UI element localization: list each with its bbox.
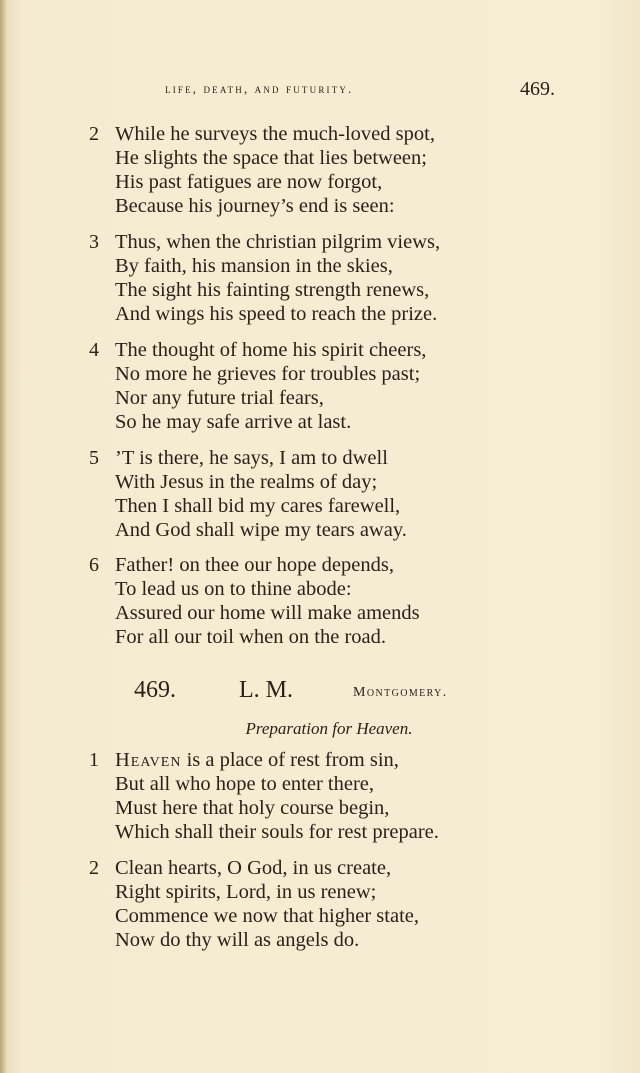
verse-line: Clean hearts, O God, in us create, xyxy=(115,857,392,879)
running-title: life, death, and futurity. xyxy=(165,82,354,96)
hymn-number: 469. xyxy=(134,677,176,703)
verse-line: And God shall wipe my tears away. xyxy=(115,519,407,541)
verse-line: Must here that holy course begin, xyxy=(115,797,390,819)
verse-line: Nor any future trial fears, xyxy=(115,387,324,409)
verse-number: 2 xyxy=(89,123,99,145)
verse-number: 5 xyxy=(89,447,99,469)
hymn-subtitle: Preparation for Heaven. xyxy=(245,719,413,738)
verse-line: The thought of home his spirit cheers, xyxy=(115,339,427,361)
verse-line: While he surveys the much-loved spot, xyxy=(115,123,435,145)
verse-line: With Jesus in the realms of day; xyxy=(115,471,378,493)
verse-line: Because his journey’s end is seen: xyxy=(115,195,395,217)
verse-line: But all who hope to enter there, xyxy=(115,773,375,795)
verse-first-word: Heaven xyxy=(115,749,182,771)
verse-line: Thus, when the christian pilgrim views, xyxy=(115,231,441,253)
verse-number: 2 xyxy=(89,857,99,879)
verse-line: By faith, his mansion in the skies, xyxy=(115,255,393,277)
verse-line: To lead us on to thine abode: xyxy=(115,578,352,600)
verse-line: Now do thy will as angels do. xyxy=(115,929,360,951)
verse-number: 4 xyxy=(89,339,99,361)
verse-line: So he may safe arrive at last. xyxy=(115,411,352,433)
verse-line: Which shall their souls for rest prepare. xyxy=(115,821,439,843)
verse-number: 3 xyxy=(89,231,99,253)
page-number: 469. xyxy=(520,78,555,100)
verse-number: 1 xyxy=(89,749,99,771)
verse-line: No more he grieves for troubles past; xyxy=(115,363,421,385)
hymn-meter: L. M. xyxy=(239,677,293,703)
verse-line: For all our toil when on the road. xyxy=(115,626,387,648)
verse-number: 6 xyxy=(89,554,99,576)
verse-line: And wings his speed to reach the prize. xyxy=(115,303,438,325)
verse-line: Assured our home will make amends xyxy=(115,602,420,624)
verse-line: Then I shall bid my cares farewell, xyxy=(115,495,401,517)
verse-line xyxy=(115,748,399,772)
hymn-header xyxy=(0,677,640,707)
verse-line: His past fatigues are now forgot, xyxy=(115,171,383,193)
verse-line: Right spirits, Lord, in us renew; xyxy=(115,881,377,903)
verse-line: ’T is there, he says, I am to dwell xyxy=(115,447,388,469)
page-binding-edge xyxy=(0,0,6,1073)
verse-line: The sight his fainting strength renews, xyxy=(115,279,430,301)
verse-first-line-rest: is a place of rest from sin, xyxy=(181,749,399,771)
verse-line: Commence we now that higher state, xyxy=(115,905,419,927)
verse-line: Father! on thee our hope depends, xyxy=(115,554,394,576)
hymn-author: Montgomery. xyxy=(353,685,448,700)
running-head xyxy=(165,80,555,104)
verse-line: He slights the space that lies between; xyxy=(115,147,427,169)
